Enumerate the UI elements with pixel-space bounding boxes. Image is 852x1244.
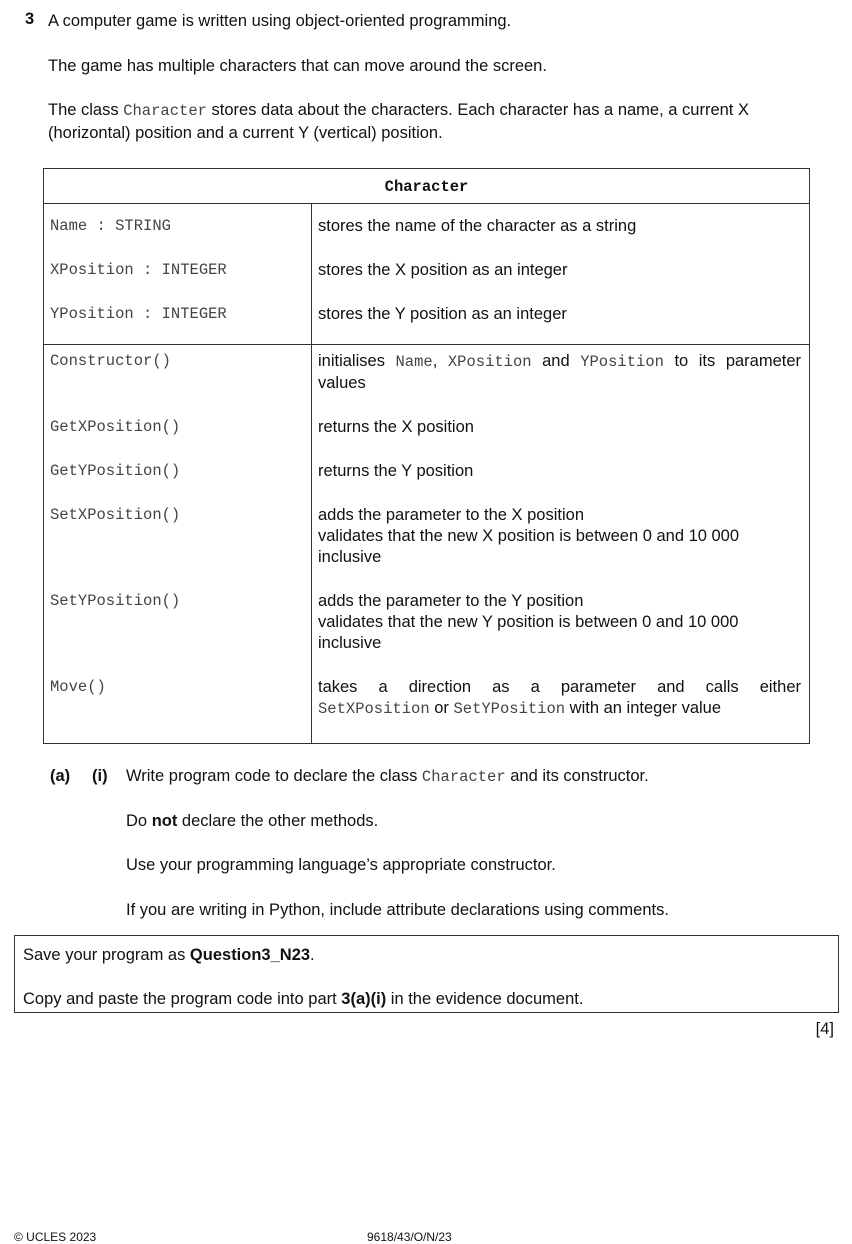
desc-text: initialises [318,352,396,370]
copy-text: in the evidence document. [386,990,584,1008]
getx-desc: returns the X position [318,418,474,436]
code-yposition: YPosition [580,353,664,371]
attribute-descriptions-cell [312,204,810,345]
attribute-desc: stores the X position as an integer [318,261,568,279]
constructor-desc [312,351,809,417]
desc-line [318,698,801,720]
intro-text-3b: stores data about the characters. Each character has a name, a current X (horizontal) position and a current Y (vertical) position. [48,101,749,142]
part-reference: 3(a)(i) [341,990,387,1008]
desc-text: to its parameter values [318,352,802,392]
instr-text: declare the other methods. [177,812,379,830]
intro-paragraph-2 [48,55,812,77]
intro-text-1: A computer game is written using object-oriented programming. [48,12,512,30]
instr-text: and its constructor. [505,767,649,785]
attribute-desc: stores the name of the character as a string [318,217,637,235]
desc-text: or [429,699,454,717]
copy-line [23,988,830,1010]
question-number: 3 [25,10,35,28]
save-text: Save your program as [23,946,190,964]
copy-text: Copy and paste the program code into part [23,990,342,1008]
desc-line: adds the parameter to the X position [318,506,584,524]
desc-line: validates that the new X position is between 0 and 10 000 [318,527,740,545]
question-instruction-4: If you are writing in Python, include attribute declarations using comments. [126,901,669,919]
save-line [23,944,830,966]
sety-desc [312,591,809,677]
instr-text: Write program code to declare the class [126,767,422,785]
desc-text: , [432,352,448,370]
desc-line: inclusive [318,548,382,566]
attribute-name: Name : STRING [50,217,171,235]
method-name: GetYPosition() [50,462,181,480]
desc-text: and [531,352,581,370]
class-diagram-table [43,168,810,744]
desc-text: with an integer value [565,699,722,717]
intro-text-2: The game has multiple characters that can move around the screen. [48,57,547,75]
question-instruction-2 [126,812,378,831]
class-name-code: Character [123,102,207,120]
save-instructions-box [14,935,839,1013]
setx-desc [312,505,809,591]
instr-bold: not [151,812,178,830]
method-name: Constructor() [50,352,171,370]
attribute-desc: stores the Y position as an integer [318,305,567,323]
attribute-name: XPosition : INTEGER [50,261,227,279]
code-setxposition: SetXPosition [318,700,430,718]
attribute-name: YPosition : INTEGER [50,305,227,323]
class-title-cell [44,169,810,204]
method-name: SetXPosition() [50,506,181,524]
intro-text-3a: The class [48,101,124,119]
code-xposition: XPosition [447,353,532,371]
desc-line: takes a direction as a parameter and calls either [318,678,801,696]
method-name: Move() [50,678,106,696]
desc-line: validates that the new Y position is between 0 and 10 000 [318,613,739,631]
part-label-a: (a) [50,767,71,785]
gety-desc: returns the Y position [318,462,474,480]
class-title: Character [384,177,469,196]
footer-paper-code: 9618/43/O/N/23 [367,1230,452,1244]
intro-paragraph-1 [48,10,812,32]
desc-line: inclusive [318,634,382,652]
attributes-cell [44,204,312,345]
program-filename: Question3_N23 [189,946,311,964]
desc-line: adds the parameter to the Y position [318,592,584,610]
instr-text: Do [126,812,152,830]
method-descriptions-cell [312,345,810,744]
footer-copyright: © UCLES 2023 [14,1230,97,1244]
method-name: GetXPosition() [50,418,181,436]
part-label-i: (i) [92,767,108,785]
question-instruction-3: Use your programming language’s appropriate constructor. [126,856,556,874]
methods-cell [44,345,312,744]
intro-paragraph-3 [48,99,812,144]
question-instruction-1 [126,767,649,786]
save-text: . [310,946,315,964]
marks-label: [4] [815,1020,834,1038]
code-name: Name [395,353,433,371]
class-name-code: Character [421,768,506,786]
move-desc [312,677,809,743]
code-setyposition: SetYPosition [453,700,566,718]
method-name: SetYPosition() [50,592,181,610]
